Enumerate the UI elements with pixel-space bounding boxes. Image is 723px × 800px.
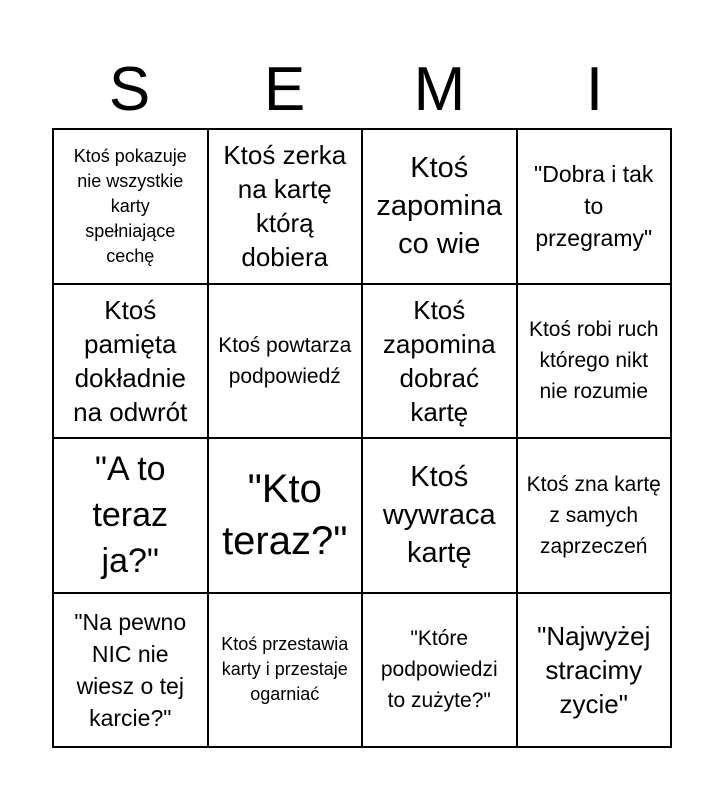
bingo-cell-r1c3[interactable] [363,130,518,285]
bingo-cell-text: Ktoś zerka na kartę którą dobiera [223,140,347,273]
bingo-cell-r4c3[interactable] [363,594,518,749]
bingo-cell-r3c1[interactable] [54,439,209,594]
bingo-cell-r3c3[interactable] [363,439,518,594]
bingo-cell-text: Ktoś pamięta dokładnie na odwrót [73,294,188,427]
bingo-cell-r3c4[interactable] [518,439,673,594]
bingo-cell-text: Ktoś zapomina co wie [376,152,503,261]
bingo-cell-text: "A to teraz ja?" [92,450,169,581]
bingo-cell-text: Ktoś zapomina dobrać kartę [382,294,496,427]
bingo-cell-r2c1[interactable] [54,285,209,440]
header-letter-m: M [413,55,466,124]
bingo-cell-r4c4[interactable] [518,594,673,749]
header-letter-e: E [263,55,306,124]
bingo-grid [52,128,672,748]
bingo-cell-text: "Kto teraz?" [222,467,348,564]
bingo-header [52,52,672,128]
bingo-cell-text: Ktoś zna kartę z samych zaprzeczeń [526,472,661,558]
bingo-cell-text: Ktoś robi ruch którego nikt nie rozumie [528,318,659,404]
bingo-cell-text: Ktoś wywraca kartę [382,461,496,570]
bingo-cell-r1c4[interactable] [518,130,673,285]
bingo-cell-r1c1[interactable] [54,130,209,285]
header-letter-i: I [585,55,604,124]
bingo-cell-text: "Które podpowiedzi to zużyte?" [380,627,498,713]
bingo-cell-text: "Dobra i tak to przegramy" [534,161,654,252]
bingo-cell-r2c3[interactable] [363,285,518,440]
bingo-cell-text: Ktoś pokazuje nie wszystkie karty spełniające cechę [73,145,187,266]
bingo-cell-r4c1[interactable] [54,594,209,749]
header-letter-s: S [108,55,151,124]
bingo-cell-r2c4[interactable] [518,285,673,440]
bingo-cell-r2c2[interactable] [209,285,364,440]
bingo-cell-text: Ktoś powtarza podpowiedź [218,333,352,388]
bingo-cell-r3c2[interactable] [209,439,364,594]
bingo-cell-text: "Na pewno NIC nie wiesz o tej karcie?" [74,608,187,731]
bingo-cell-r1c2[interactable] [209,130,364,285]
bingo-cell-text: Ktoś przestawia karty i przestaje ogarniać [221,634,349,705]
bingo-cell-r4c2[interactable] [209,594,364,749]
bingo-cell-text: "Najwyżej stracimy zycie" [537,620,651,719]
